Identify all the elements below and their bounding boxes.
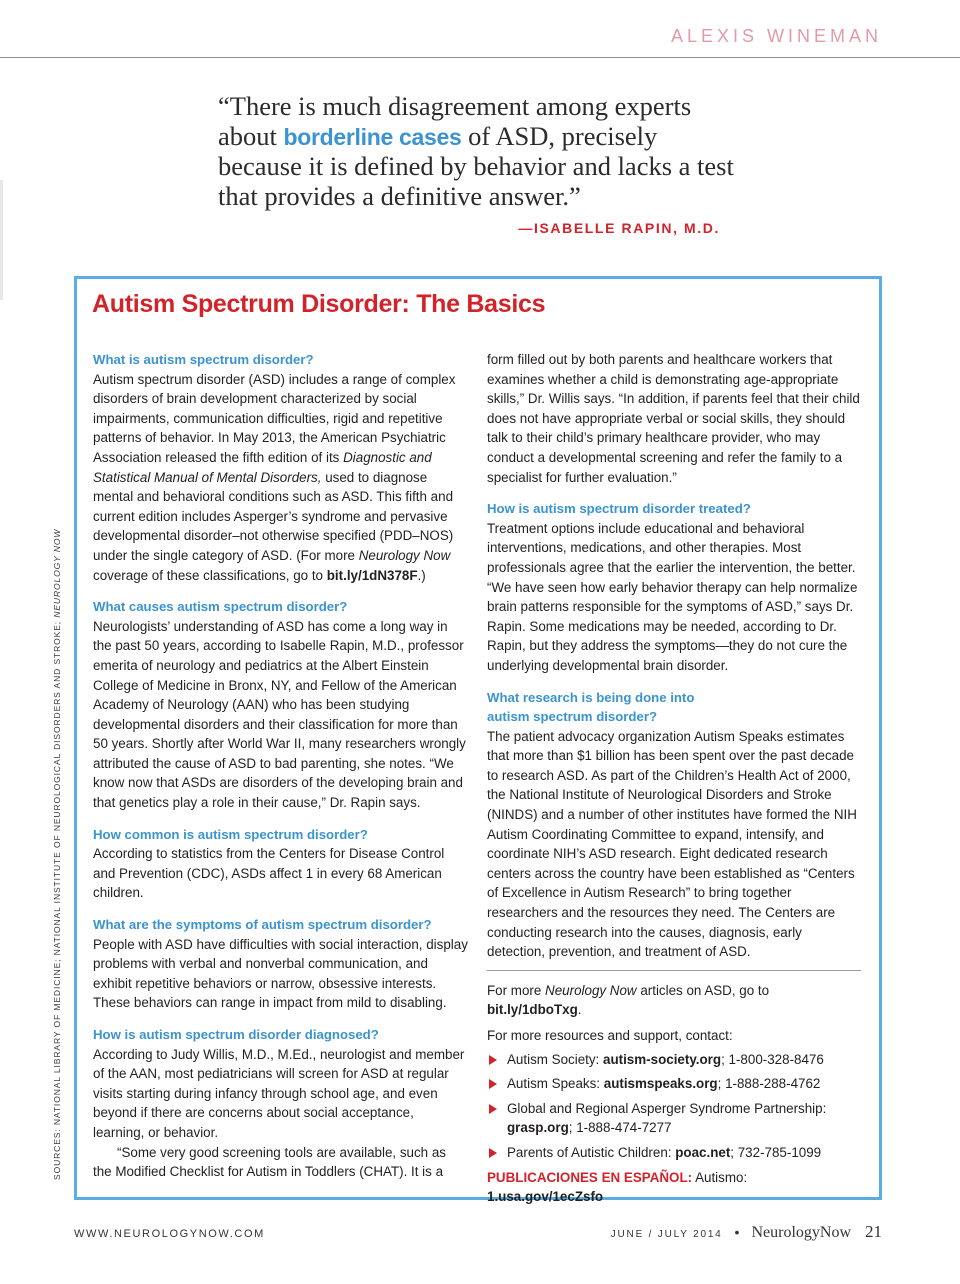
footer-website[interactable]: WWW.NEUROLOGYNOW.COM bbox=[74, 1228, 265, 1240]
resource-item bbox=[487, 1099, 861, 1138]
answer-treated: Treatment options include educational and behavioral interventions, medications, and other therapies. Most professionals agree that the earlier the intervention, the better. “We have seen how early behavior therapy can help normalize brain patterns responsible for the symptoms of ASD,” says Dr. Rapin. Some medications may be needed, according to Dr. Rapin, but they address the symptoms—they do not cure the underlying developmental brain disorder. bbox=[487, 520, 858, 673]
answer-diagnosed-continued: “Some very good screening tools are available, such as the Modified Checklist for Autism in Toddlers (CHAT). It is a bbox=[93, 1144, 446, 1180]
book-title: Diagnostic and Statistical Manual of Mental Disorders, bbox=[93, 449, 432, 485]
triangle-bullet-icon bbox=[489, 1079, 497, 1089]
right-column bbox=[487, 350, 861, 1207]
pull-quote-text-end: of ASD, precisely because it is defined by behavior and lacks a test that provides a definitive answer.” bbox=[218, 120, 734, 211]
resources-divider bbox=[487, 970, 861, 971]
question-symptoms: What are the symptoms of autism spectrum disorder? bbox=[93, 917, 432, 933]
sources-credit-publication: NEUROLOGY NOW bbox=[52, 528, 62, 618]
pull-quote-text-start: “There is much disagreement among experts about bbox=[218, 91, 692, 151]
answer-text: coverage of these classifications, go to bbox=[93, 567, 327, 583]
pull-quote bbox=[218, 92, 738, 211]
resource-link[interactable]: poac.net bbox=[675, 1144, 731, 1160]
resource-name: Global and Regional Asperger Syndrome Partnership: bbox=[507, 1100, 827, 1116]
resource-phone: ; 1-888-474-7277 bbox=[568, 1120, 672, 1136]
page-number: 21 bbox=[865, 1222, 882, 1241]
footer-info bbox=[611, 1222, 882, 1242]
resource-phone: ; 1-888-288-4762 bbox=[717, 1076, 821, 1092]
resource-name: Autism Society: bbox=[507, 1051, 603, 1067]
resources-list bbox=[487, 1050, 861, 1163]
sources-credit bbox=[52, 528, 62, 1180]
more-articles bbox=[487, 981, 861, 1020]
left-column bbox=[93, 350, 468, 1182]
resource-phone: ; 1-800-328-8476 bbox=[721, 1051, 824, 1067]
resource-link[interactable]: grasp.org bbox=[507, 1120, 569, 1136]
resource-name: Autism Speaks: bbox=[507, 1076, 604, 1092]
resource-link[interactable]: autism-society.org bbox=[603, 1051, 722, 1067]
more-articles-text: For more bbox=[487, 982, 546, 998]
answer-what-is bbox=[93, 370, 468, 586]
magazine-logo: NeurologyNow bbox=[751, 1224, 851, 1241]
magazine-name: Neurology Now bbox=[545, 982, 637, 998]
triangle-bullet-icon bbox=[489, 1104, 497, 1114]
answer-common: According to statistics from the Centers for Disease Control and Prevention (CDC), ASDs affect 1 in every 68 American children. bbox=[93, 846, 445, 901]
answer-symptoms: People with ASD have difficulties with social interaction, display problems with verbal and nonverbal communication, and exhibit repetitive behaviors or narrow, obsessive interests. These behaviors can range in impact from mild to disabling. bbox=[93, 936, 468, 1011]
resource-name: Parents of Autistic Children: bbox=[507, 1144, 676, 1160]
question-what-is: What is autism spectrum disorder? bbox=[93, 352, 314, 367]
answer-diagnosed-end: form filled out by both parents and healthcare workers that examines whether a child is demonstrating age-appropriate skills,” Dr. Willis says. “In addition, if parents feel that their child does not have appropriate verbal or social skills, they should talk to their child’s primary healthcare provider, who may conduct a developmental screening and refer the family to a specialist for further evaluation.” bbox=[487, 352, 860, 485]
answer-text: used to diagnose mental and behavioral conditions such as ASD. This fifth and current edition includes Asperger’s syndrome and pervasive developmental disorder–not otherwise specified (PDD–NOS) under the single category of ASD. (For more bbox=[93, 469, 454, 563]
author-name: ALEXIS WINEMAN bbox=[670, 26, 882, 46]
answer-text: .) bbox=[417, 567, 426, 583]
answer-diagnosed: According to Judy Willis, M.D., M.Ed., neurologist and member of the AAN, most pediatricians will screen for ASD at regular visits starting during infancy through school age, and even beyond if there are concerns about social acceptance, learning, or behavior. bbox=[93, 1046, 465, 1140]
question-common: How common is autism spectrum disorder? bbox=[93, 826, 368, 842]
resource-item bbox=[487, 1074, 861, 1094]
resources-intro: For more resources and support, contact: bbox=[487, 1028, 733, 1043]
question-causes: What causes autism spectrum disorder? bbox=[93, 599, 348, 615]
resource-item bbox=[487, 1050, 861, 1070]
resource-phone: ; 732-785-1099 bbox=[730, 1144, 822, 1160]
triangle-bullet-icon bbox=[489, 1055, 497, 1065]
answer-text: Autism spectrum disorder (ASD) includes a range of complex disorders of brain development characterized by social impairments, communication difficulties, rigid and repetitive patterns of behavior. In May 2013, the American Psychiatric Association released the fifth edition of its bbox=[93, 371, 456, 465]
more-articles-text: articles on ASD, go to bbox=[636, 982, 770, 998]
page-edge-shadow bbox=[0, 180, 3, 300]
pull-quote-highlight: borderline cases bbox=[283, 123, 462, 150]
box-title: Autism Spectrum Disorder: The Basics bbox=[92, 290, 546, 318]
spanish-link[interactable]: 1.usa.gov/1ecZsfo bbox=[487, 1189, 604, 1205]
question-treated: How is autism spectrum disorder treated? bbox=[487, 501, 751, 517]
more-articles-text: . bbox=[577, 1002, 582, 1018]
spanish-resources bbox=[487, 1168, 861, 1207]
footer-bullet: • bbox=[734, 1224, 740, 1240]
answer-causes: Neurologists’ understanding of ASD has come a long way in the past 50 years, according to Isabelle Rapin, M.D., professor emerita of neurology and pediatrics at the Albert Einstein College of Medicine in Bronx, NY, and Fellow of the American Academy of Neurology (AAN) who has been studying developmental disorders and their classification for more than 50 years. Shortly after World War II, many researchers wrongly attributed the cause of ASD to bad parenting, she notes. “We know now that ASDs are disorders of the developing brain and that genetics play a role in their cause,” Dr. Rapin says. bbox=[93, 618, 466, 811]
spanish-label: PUBLICACIONES EN ESPAÑOL: bbox=[487, 1169, 693, 1185]
pull-quote-attribution: —ISABELLE RAPIN, M.D. bbox=[518, 220, 720, 236]
sources-credit-text: SOURCES: NATIONAL LIBRARY OF MEDICINE; NATIONAL INSTITUTE OF NEUROLOGICAL DISORDERS AND STROKE; bbox=[52, 617, 62, 1180]
resource-item bbox=[487, 1143, 861, 1163]
question-diagnosed: How is autism spectrum disorder diagnosed? bbox=[93, 1027, 379, 1042]
articles-link[interactable]: bit.ly/1dboTxg bbox=[487, 1002, 578, 1018]
issue-date: JUNE / JULY 2014 bbox=[610, 1229, 723, 1240]
answer-research: The patient advocacy organization Autism Speaks estimates that more than $1 billion has been spent over the past decade to research ASD. As part of the Children’s Health Act of 2000, the National Institute of Neurological Disorders and Stroke (NINDS) and a number of other institutes have formed the NIH Autism Coordinating Committee to expand, intensify, and coordinate NIH’s ASD research. Eight dedicated research centers across the country have been established as “Centers of Excellence in Autism Research” to bring together researchers and the resources they need. The Centers are conducting research into the causes, diagnosis, early detection, prevention, and treatment of ASD. bbox=[487, 728, 857, 960]
header-rule bbox=[0, 57, 960, 58]
spanish-text: Autismo: bbox=[692, 1169, 748, 1185]
magazine-name: Neurology Now bbox=[358, 547, 451, 563]
triangle-bullet-icon bbox=[489, 1148, 497, 1158]
resource-link[interactable]: autismspeaks.org bbox=[603, 1076, 718, 1092]
question-research: What research is being done into autism spectrum disorder? bbox=[487, 689, 695, 725]
classification-link[interactable]: bit.ly/1dN378F bbox=[326, 567, 418, 583]
